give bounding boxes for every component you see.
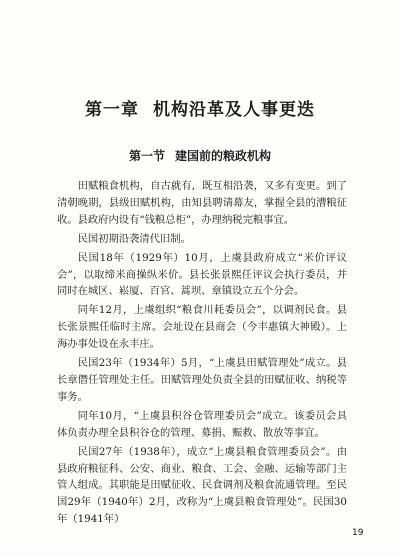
paragraph: 田赋粮食机构，自古就有，既互相沿袭，又多有变更。到了清朝晚期，县级田赋机构，由知县聘请幕友，掌握全县的漕粮征收。县政府内设有“钱粮总柜”，办理纳税完粮事宜。 bbox=[57, 180, 347, 226]
body-text bbox=[57, 178, 347, 530]
chapter-number: 第一章 bbox=[85, 100, 139, 120]
section-name: 建国前的粮政机构 bbox=[175, 149, 272, 163]
paragraph: 民国18年（1929年）10月，上虞县政府成立“米价评议会”，以取缔米商操纵米价。县长张景熙任评议会执行委员，并同时在城区、崧厦、百官、蒿坝、章镇设立五个分会。 bbox=[57, 251, 347, 298]
section-title bbox=[0, 147, 400, 164]
section-number: 第一节 bbox=[128, 149, 165, 163]
paragraph: 民国初期沿袭清代旧制。 bbox=[77, 232, 191, 245]
chapter-title bbox=[0, 95, 400, 120]
page-number: 19 bbox=[352, 528, 364, 538]
chapter-name: 机构沿革及人事更迭 bbox=[153, 100, 315, 120]
paragraph: 同年12月，上虞组织“粮食川耗委员会”，以调剂民食。县长张景熙任临时主席。会址设在县商会（今丰惠镇大神殿）。上海办事处设在永丰庄。 bbox=[57, 304, 347, 351]
paragraph: 民国23年（1934年）5月，“上虞县田赋管理处”成立。县长章僭任管理处主任。田赋管理处负责全县的田赋征收、纳税等事务。 bbox=[57, 357, 347, 403]
paragraph: 同年10月，“上虞县积谷仓管理委员会”成立。该委员会具体负责办理全县积谷仓的管理、募捐、赈救、散放等事宜。 bbox=[57, 409, 347, 439]
paragraph: 民国27年（1938年），成立“上虞县粮食管理委员会”。由县政府粮征科、公安、商业、粮食、工会、金融、运输等部门主管人组成。其职能是田赋征收、民食调剂及粮食流通管理。至民国29年（1940年）2月，改称为“上虞县粮食管理处”。民国30年（1941年） bbox=[57, 445, 347, 526]
